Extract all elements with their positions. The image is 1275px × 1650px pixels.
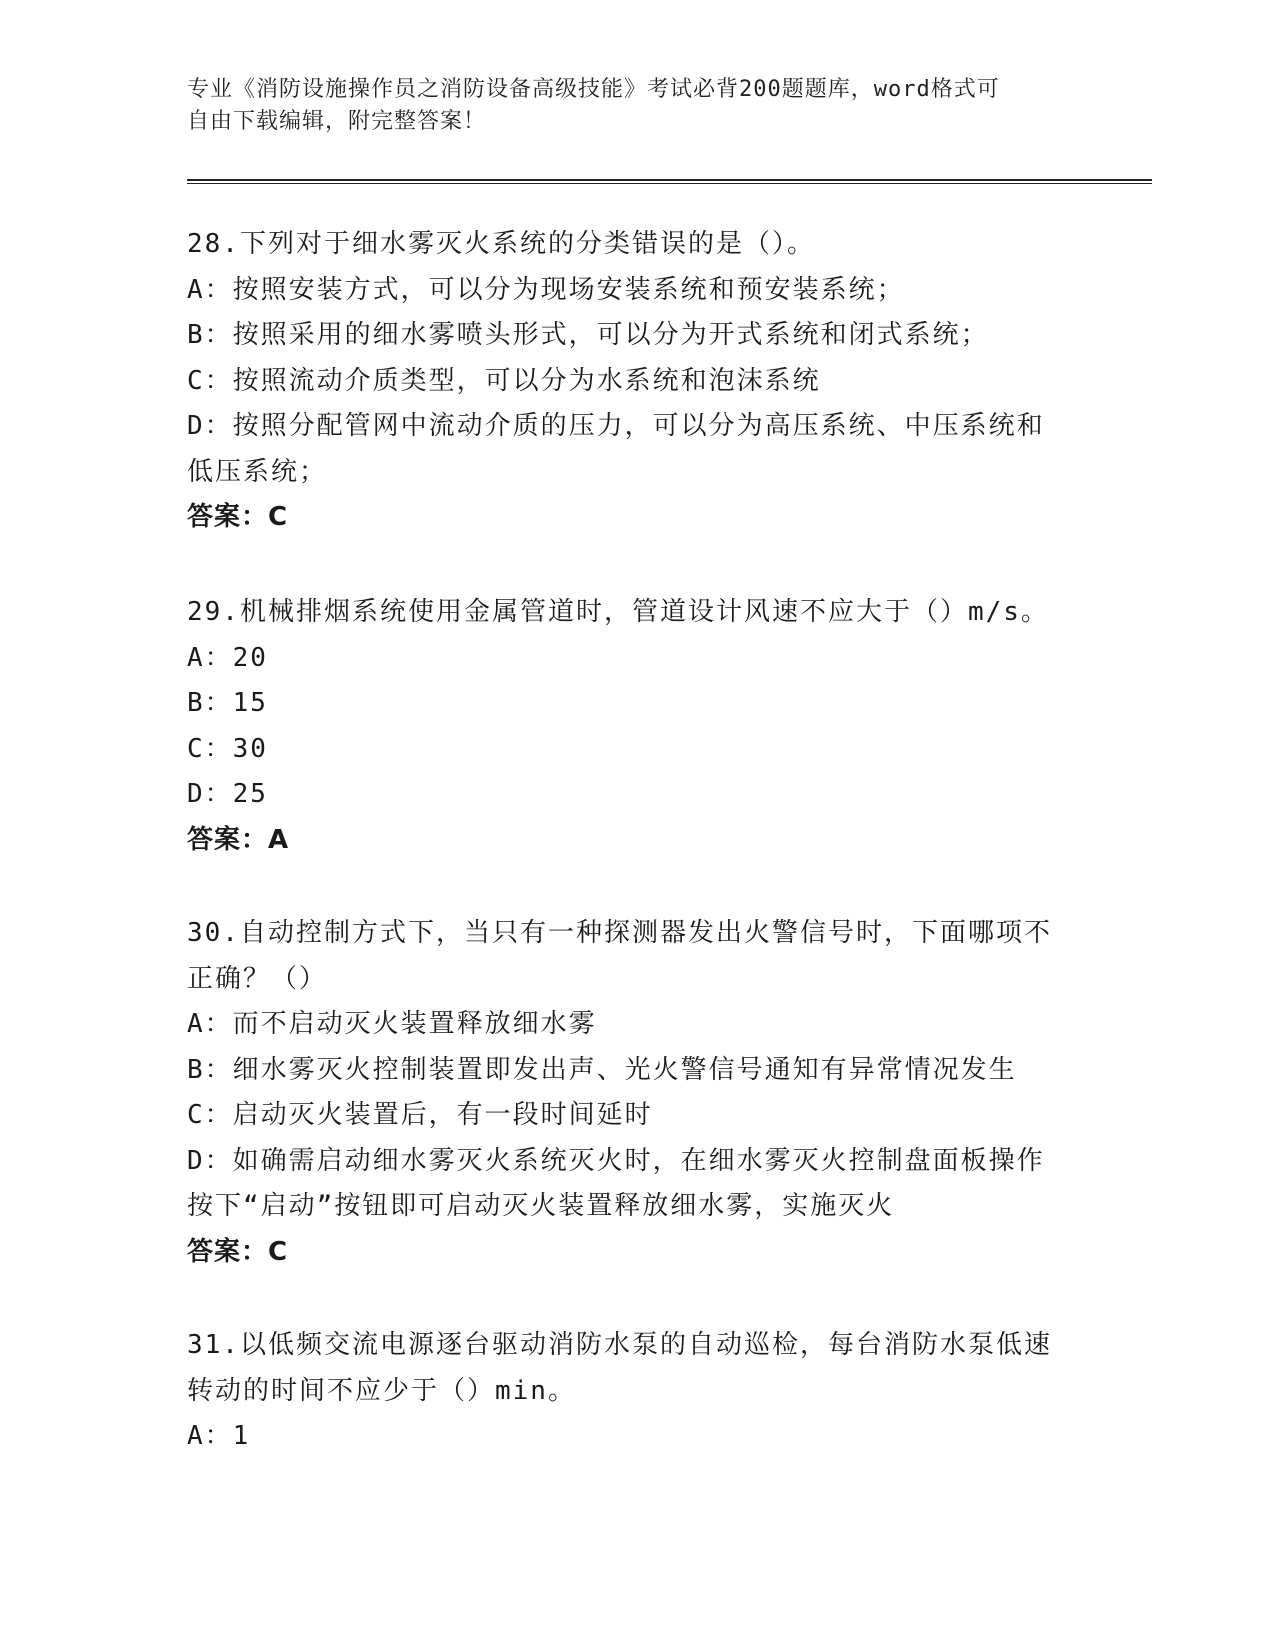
option-b: B：按照采用的细水雾喷头形式，可以分为开式系统和闭式系统； <box>187 320 989 350</box>
option-b: B：细水雾灭火控制装置即发出声、光火警信号通知有异常情况发生 <box>187 1054 1017 1085</box>
option-d-continued: 按下“启动”按钮即可启动灭火装置释放细水雾，实施灭火 <box>187 1191 895 1221</box>
question-stem: 30.自动控制方式下，当只有一种探测器发出火警信号时，下面哪项不 <box>187 918 1052 948</box>
question-stem-continued: 正确？（） <box>187 963 328 994</box>
option-c: C：30 <box>187 733 268 764</box>
option-c: C：启动灭火装置后，有一段时间延时 <box>187 1100 653 1130</box>
option-d: D：按照分配管网中流动介质的压力，可以分为高压系统、中压系统和 <box>187 411 1045 441</box>
question-stem: 28.下列对于细水雾灭火系统的分类错误的是（）。 <box>187 229 815 259</box>
question-30 <box>187 911 1067 1275</box>
answer-label: 答案：A <box>187 824 290 855</box>
question-stem: 31.以低频交流电源逐台驱动消防水泵的自动巡检，每台消防水泵低速 <box>187 1330 1052 1360</box>
question-31 <box>187 1323 1067 1460</box>
header-divider-thick <box>187 179 1152 181</box>
question-stem-continued: 转动的时间不应少于（）min。 <box>187 1375 576 1406</box>
option-a: A：而不启动灭火装置释放细水雾 <box>187 1009 597 1039</box>
option-b: B：15 <box>187 688 268 718</box>
question-stem: 29.机械排烟系统使用金属管道时，管道设计风速不应大于（）m/s。 <box>187 597 1049 627</box>
option-a: A：20 <box>187 642 268 673</box>
header-line-2: 自由下载编辑，附完整答案！ <box>187 109 487 134</box>
option-a: A：1 <box>187 1421 251 1451</box>
option-d: D：如确需启动细水雾灭火系统灭火时，在细水雾灭火控制盘面板操作 <box>187 1145 1045 1176</box>
question-29 <box>187 590 1067 863</box>
header-divider-thin <box>187 183 1152 184</box>
question-28 <box>187 222 1067 541</box>
answer-label: 答案：C <box>187 502 289 532</box>
answer-label: 答案：C <box>187 1236 289 1267</box>
option-d-continued: 低压系统； <box>187 456 328 487</box>
document-header <box>187 74 1067 138</box>
option-c: C：按照流动介质类型，可以分为水系统和泡沫系统 <box>187 365 821 396</box>
option-d: D：25 <box>187 779 268 809</box>
option-a: A：按照安装方式，可以分为现场安装系统和预安装系统； <box>187 274 905 305</box>
header-line-1: 专业《消防设施操作员之消防设备高级技能》考试必背200题题库，word格式可 <box>187 77 1000 102</box>
